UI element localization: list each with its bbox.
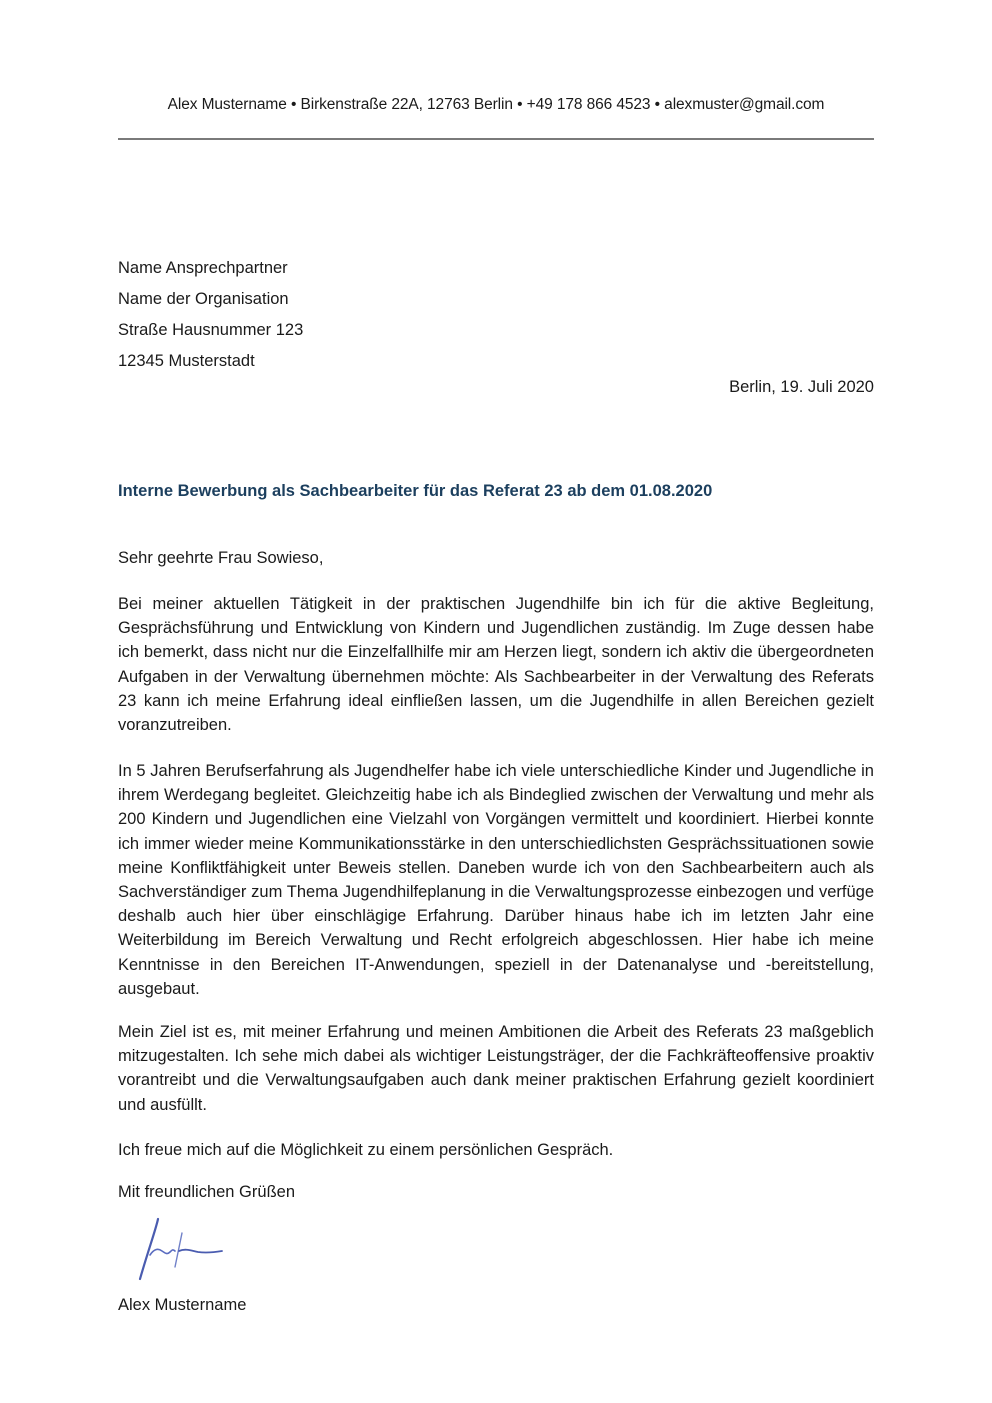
- body-paragraph-3: Mein Ziel ist es, mit meiner Erfahrung und meinen Ambitionen die Arbeit des Referats 23 maßgeblich mitzugestalten. Ich sehe mich dabei als wichtiger Leistungsträger, der die Fachkräfteoffensive proaktiv vorantreibt und die Verwaltungsaufgaben auch dank meiner praktischen Erfahrung gezielt koordiniert und ausfüllt.: [118, 1023, 874, 1114]
- body-paragraph-1: Bei meiner aktuellen Tätigkeit in der praktischen Jugendhilfe bin ich für die aktive Begleitung, Gesprächsführung und Entwicklung von Kindern und Jugendlichen zuständig. Im Zuge dessen habe ich bemerkt, dass nicht nur die Einzelfallhilfe mir am Herzen liegt, sondern ich aktiv die übergeordneten Aufgaben in der Verwaltung übernehmen möchte: Als Sachbearbeiter in der Verwaltung des Referats 23 kann ich meine Erfahrung ideal einfließen lassen, um die Jugendhilfe in allen Bereichen gezielt voranzutreiben.: [118, 595, 874, 735]
- recipient-city: 12345 Musterstadt: [118, 352, 255, 370]
- sender-contact-line: Alex Mustername • Birkenstraße 22A, 12763 Berlin • +49 178 866 4523 • alexmuster@gmail.com: [167, 96, 825, 113]
- body-paragraph-4: Ich freue mich auf die Möglichkeit zu einem persönlichen Gespräch.: [118, 1141, 614, 1159]
- signer-name: Alex Mustername: [118, 1296, 247, 1314]
- header-divider: [118, 138, 874, 140]
- letter-date: Berlin, 19. Juli 2020: [729, 378, 874, 396]
- closing-phrase: Mit freundlichen Grüßen: [118, 1183, 295, 1201]
- salutation: Sehr geehrte Frau Sowieso,: [118, 549, 324, 567]
- recipient-name: Name Ansprechpartner: [118, 259, 288, 277]
- body-paragraph-2: In 5 Jahren Berufserfahrung als Jugendhelfer habe ich viele unterschiedliche Kinder und Jugendliche in ihrem Werdegang begleitet. Gleichzeitig habe ich als Bindeglied zwischen der Verwaltung und mehr als 200 Kindern und Jugendlichen eine Vielzahl von Vorgängen vermittelt und koordiniert. Hierbei konnte ich immer wieder meine Kommunikationsstärke in den unterschiedlichsten Gesprächssituationen sowie meine Konfliktfähigkeit unter Beweis stellen. Daneben wurde ich von den Sachbearbeitern auch als Sachverständiger zum Thema Jugendhilfeplanung in die Verwaltungsprozesse einbezogen und verfüge deshalb auch hier über einschlägige Erfahrung. Darüber hinaus habe ich im letzten Jahr eine Weiterbildung im Bereich Verwaltung und Recht erfolgreich abgeschlossen. Hier habe ich meine Kenntnisse in den Bereichen IT-Anwendungen, speziell in der Datenanalyse und -bereitstellung, ausgebaut.: [118, 762, 874, 998]
- recipient-address: [118, 253, 303, 377]
- signature-icon: [130, 1215, 230, 1287]
- letter-subject: Interne Bewerbung als Sachbearbeiter für das Referat 23 ab dem 01.08.2020: [118, 482, 713, 500]
- recipient-organization: Name der Organisation: [118, 290, 289, 308]
- recipient-street: Straße Hausnummer 123: [118, 321, 304, 339]
